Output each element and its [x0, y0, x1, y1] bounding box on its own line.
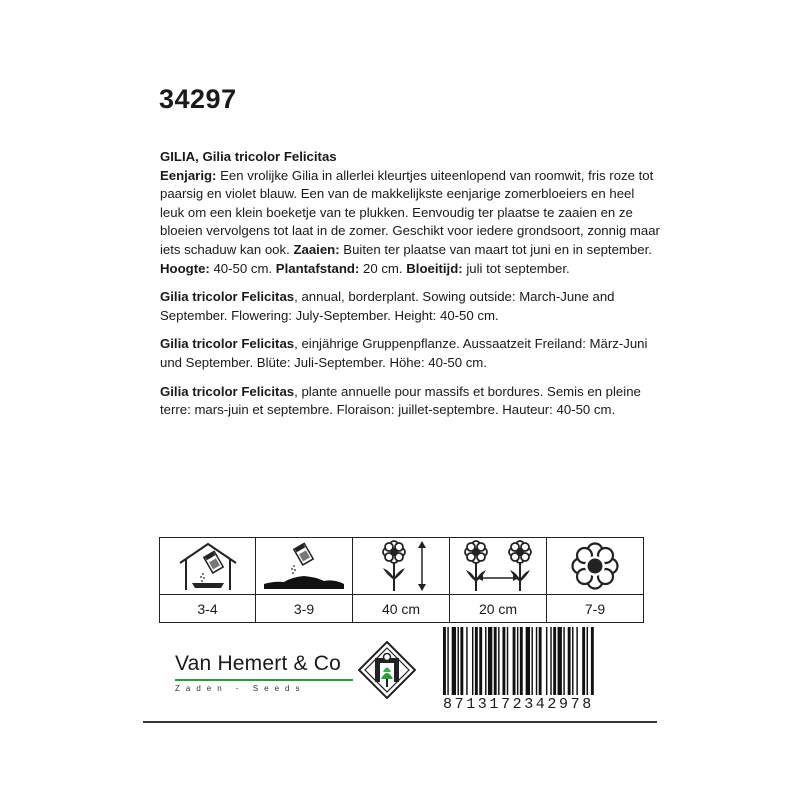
german-description	[160, 335, 660, 372]
description-text	[160, 148, 660, 430]
barcode-bar	[558, 627, 562, 695]
barcode	[443, 627, 640, 700]
barcode-bar	[447, 627, 448, 695]
barcode-bar	[520, 627, 523, 695]
german-name: Gilia tricolor Felicitas	[160, 336, 295, 352]
barcode-bar	[591, 627, 594, 695]
plant-spacing-label: 20 cm	[478, 600, 518, 617]
dutch-body: Een vrolijke Gilia in allerlei kleurtjes uiteenlopend van roomwit, fris roze tot paarsig en violet blauw. Een van de makkelijkste eenjarige zomerbloeiers en heel leuk om een klein boeketje van te plukken. Eenvoudig ter plaatse te zaaien en ze bloeien vervolgens tot laat in de zomer. Geschikt voor iedere grondsoort, zonnig maar iets schaduw kan ook.	[160, 167, 660, 257]
flowering-label: Bloeitijd:	[406, 260, 463, 276]
spacing-label: Plantafstand:	[275, 260, 360, 276]
annual-label: Eenjarig:	[160, 167, 217, 183]
barcode-bar	[443, 627, 446, 695]
barcode-bar	[507, 627, 508, 695]
bottom-divider	[143, 721, 657, 723]
barcode-bar	[539, 627, 542, 695]
barcode-bar	[576, 627, 577, 695]
barcode-bar	[458, 627, 459, 695]
dutch-description	[160, 148, 660, 278]
brand-underline	[175, 679, 353, 681]
barcode-bar	[517, 627, 518, 695]
barcode-bar	[526, 627, 530, 695]
english-description	[160, 288, 660, 325]
barcode-bar	[582, 627, 585, 695]
barcode-bar	[466, 627, 467, 695]
indoor-sowing-icon	[160, 538, 255, 595]
barcode-bar	[502, 627, 505, 695]
barcode-bar	[536, 627, 537, 695]
brand-subtitle: Zaden - Seeds	[175, 684, 306, 693]
outdoor-sowing-label: 3-9	[293, 600, 315, 617]
icon-cell-plant-spacing	[450, 537, 547, 623]
outdoor-sowing-icon	[256, 538, 352, 595]
dutch-heading: GILIA, Gilia tricolor Felicitas	[160, 149, 337, 164]
icon-cell-flowering	[547, 537, 644, 623]
brand-name: Van Hemert & Co	[175, 652, 342, 675]
barcode-bar	[572, 627, 573, 695]
barcode-bar	[546, 627, 547, 695]
spacing-text: 20 cm.	[359, 260, 403, 276]
barcode-bar	[494, 627, 497, 695]
sowing-info-icons	[159, 537, 644, 623]
barcode-bar	[568, 627, 571, 695]
barcode-bar	[460, 627, 463, 695]
barcode-bar	[485, 627, 486, 695]
plant-spacing-icon	[450, 538, 546, 595]
product-code: 34297	[159, 84, 237, 114]
barcode-bar	[498, 627, 499, 695]
icon-cell-indoor-sowing	[159, 537, 256, 623]
barcode-number: 8713172342978	[443, 696, 594, 713]
german-body: , einjährige Gruppenpflanze. Aussaatzeit Freiland: März-Juni und September. Blüte: Juli-September. Höhe: 40-50 cm.	[160, 336, 648, 370]
barcode-bar	[488, 627, 492, 695]
plant-height-icon	[353, 538, 449, 595]
indoor-sowing-label: 3-4	[197, 600, 218, 617]
barcode-bar	[563, 627, 564, 695]
barcode-bar	[475, 627, 478, 695]
barcode-bar	[587, 627, 588, 695]
barcode-bar	[550, 627, 551, 695]
english-body: , annual, borderplant. Sowing outside: March-June and September. Flowering: July-September. Height: 40-50 cm.	[160, 289, 615, 323]
french-body: , plante annuelle pour massifs et bordures. Semis en pleine terre: mars-juin et septembre. Floraison: juillet-septembre. Hauteur: 40-50 cm.	[160, 383, 641, 418]
flowering-label: 7-9	[584, 600, 606, 617]
english-name: Gilia tricolor Felicitas	[160, 289, 295, 305]
barcode-bar	[531, 627, 532, 695]
height-label: Hoogte:	[160, 260, 210, 276]
sowing-text: Buiten ter plaatse van maart tot juni en in september.	[339, 241, 652, 257]
french-description	[160, 383, 660, 420]
french-name: Gilia tricolor Felicitas	[160, 383, 295, 399]
barcode-bar	[553, 627, 556, 695]
barcode-bar	[513, 627, 516, 695]
barcode-bar	[452, 627, 456, 695]
plant-height-label: 40 cm	[381, 600, 421, 617]
barcode-bar	[479, 627, 482, 695]
flowering-text: juli tot september.	[462, 260, 570, 276]
barcode-bar	[472, 627, 473, 695]
sowing-label: Zaaien:	[293, 241, 340, 257]
icon-cell-outdoor-sowing	[256, 537, 353, 623]
flowering-icon	[547, 538, 643, 595]
height-text: 40-50 cm.	[209, 260, 273, 276]
brand	[175, 652, 353, 693]
brand-logo-icon	[358, 641, 416, 704]
icon-cell-plant-height	[353, 537, 450, 623]
